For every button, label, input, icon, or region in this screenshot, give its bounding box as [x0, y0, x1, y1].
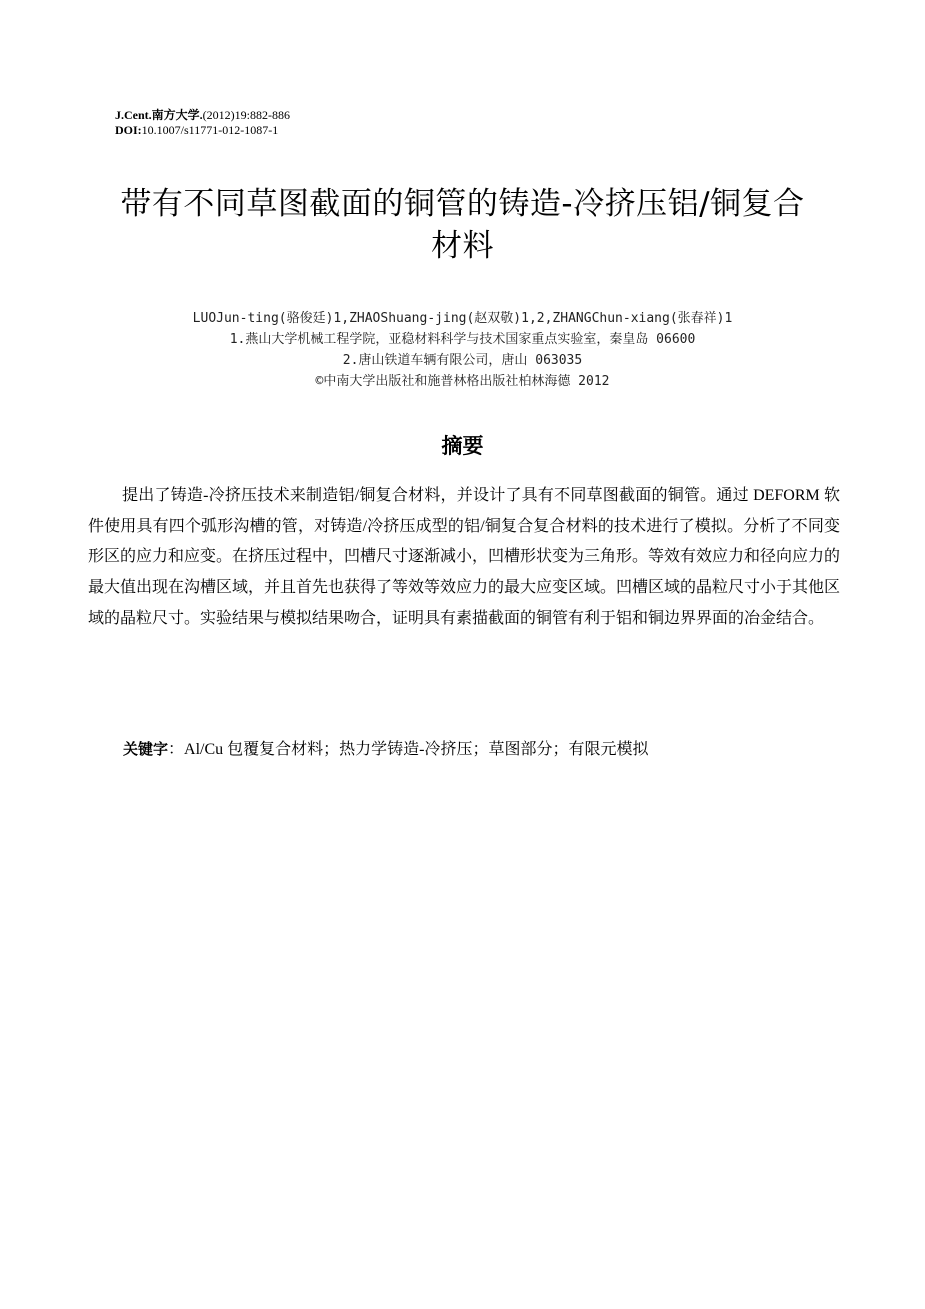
- copyright-line: ©中南大学出版社和施普林格出版社柏林海德 2012: [315, 374, 610, 389]
- doi-label: DOI:: [115, 123, 142, 137]
- paper-title: [60, 183, 865, 267]
- journal-doi: [115, 123, 290, 138]
- abstract-heading: 摘要: [441, 434, 484, 458]
- keywords-separator: ：: [168, 741, 185, 758]
- affiliation-2: 2.唐山铁道车辆有限公司，唐山 063035: [342, 353, 583, 368]
- keywords-text: Al/Cu 包覆复合材料；热力学铸造-冷挤压；草图部分；有限元模拟: [184, 741, 649, 758]
- author-block: [60, 308, 865, 392]
- title-line-2: 材料: [431, 228, 494, 264]
- author-names: LUOJun-ting(骆俊廷)1,ZHAOShuang-jing(赵双敬)1,2,ZHANGChun-xiang(张春祥)1: [192, 311, 733, 326]
- abstract-body: 提出了铸造-冷挤压技术来制造铝/铜复合材料，并设计了具有不同草图截面的铜管。通过 DEFORM 软件使用具有四个弧形沟槽的管，对铸造/冷挤压成型的铝/铜复合复合材料的技术进行了模拟。分析了不同变形区的应力和应变。在挤压过程中，凹槽尺寸逐渐减小，凹槽形状变为三角形。等效有效应力和径向应力的最大值出现在沟槽区域，并且首先也获得了等效等效应力的最大应变区域。凹槽区域的晶粒尺寸小于其他区域的晶粒尺寸。实验结果与模拟结果吻合，证明具有素描截面的铜管有利于铝和铜边界界面的冶金结合。: [88, 487, 841, 627]
- journal-name: J.Cent.南方大学.: [115, 108, 203, 122]
- keywords-label: 关键字: [123, 740, 169, 758]
- doi-value: 10.1007/s11771-012-1087-1: [141, 123, 279, 137]
- keywords-line: [123, 735, 648, 764]
- title-line-1: 带有不同草图截面的铜管的铸造-冷挤压铝/铜复合: [120, 186, 805, 222]
- affiliation-1: 1.燕山大学机械工程学院，亚稳材料科学与技术国家重点实验室，秦皇岛 06600: [229, 332, 696, 347]
- journal-header: [115, 108, 290, 138]
- journal-citation: [115, 108, 290, 123]
- journal-issue: (2012)19:882-886: [202, 108, 290, 122]
